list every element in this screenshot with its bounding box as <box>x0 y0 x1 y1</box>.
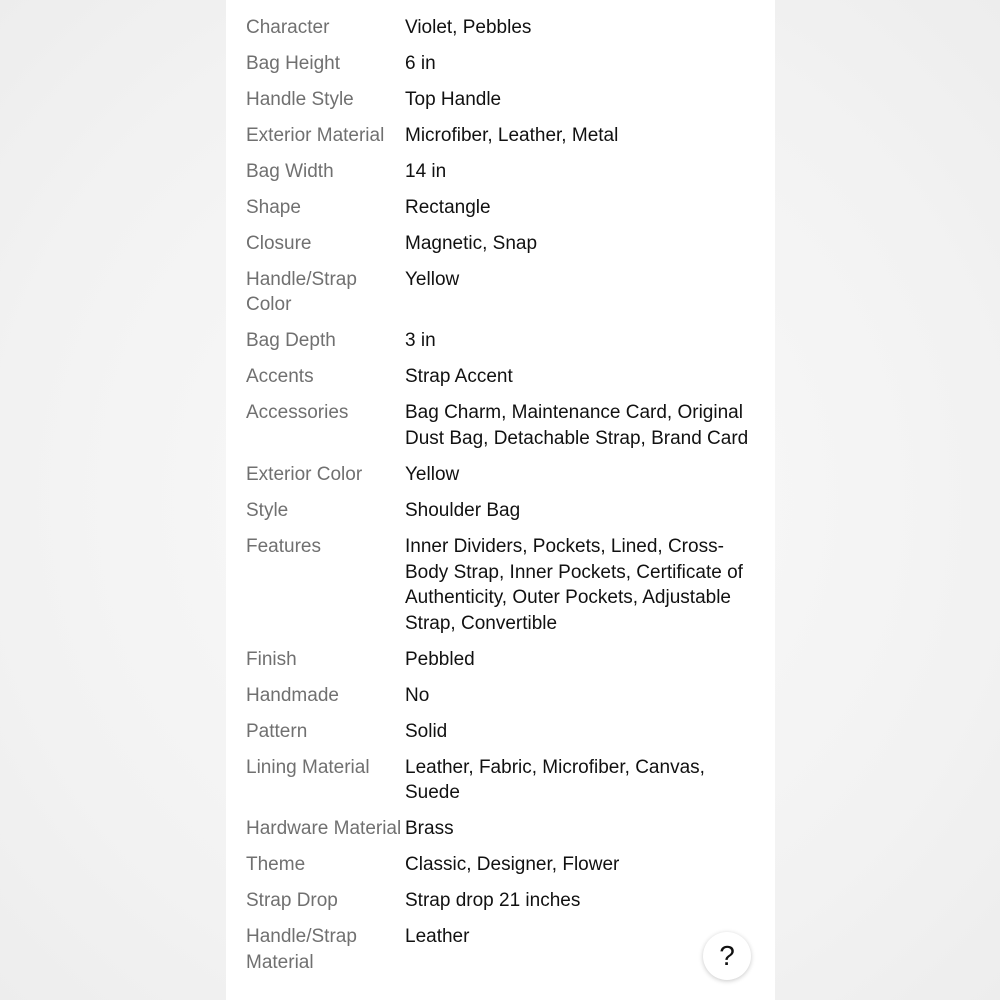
spec-label: Handle/Strap Color <box>246 268 357 316</box>
item-specifics-list <box>246 15 766 986</box>
spec-label: Bag Height <box>246 52 341 74</box>
spec-row <box>246 123 766 159</box>
spec-row <box>246 231 766 267</box>
spec-label: Exterior Material <box>246 124 385 146</box>
spec-value: Pebbled <box>405 648 475 670</box>
spec-value: Classic, Designer, Flower <box>405 854 620 876</box>
spec-value: Solid <box>405 720 448 742</box>
spec-row <box>246 15 766 51</box>
spec-value: 3 in <box>405 330 436 352</box>
spec-label: Handle/Strap Material <box>246 926 357 973</box>
spec-row <box>246 534 766 647</box>
spec-row <box>246 364 766 400</box>
spec-label: Hardware Material <box>246 818 402 840</box>
spec-row <box>246 400 766 462</box>
spec-value: Rectangle <box>405 196 491 218</box>
spec-row <box>246 647 766 683</box>
spec-row <box>246 719 766 755</box>
spec-label: Style <box>246 500 289 521</box>
spec-label: Closure <box>246 232 312 254</box>
spec-value: Strap Accent <box>405 366 513 388</box>
spec-label: Shape <box>246 196 301 218</box>
spec-label: Accents <box>246 366 314 388</box>
spec-value: Leather, Fabric, Microfiber, Canvas, Suede <box>405 756 705 804</box>
spec-value: Brass <box>405 818 454 840</box>
spec-row <box>246 924 766 986</box>
spec-label: Handle Style <box>246 88 354 110</box>
spec-value: Shoulder Bag <box>405 500 521 521</box>
spec-label: Bag Depth <box>246 330 336 352</box>
spec-value: Microfiber, Leather, Metal <box>405 124 619 146</box>
spec-value: Inner Dividers, Pockets, Lined, Cross-Body Strap, Inner Pockets, Certificate of Authenticity, Outer Pockets, Adjustable Strap, Convertible <box>405 535 743 634</box>
spec-value: Yellow <box>405 268 460 290</box>
spec-value: Leather <box>405 926 470 948</box>
spec-value: 6 in <box>405 52 436 74</box>
spec-label: Strap Drop <box>246 890 338 912</box>
spec-value: No <box>405 684 430 706</box>
spec-label: Theme <box>246 854 306 876</box>
spec-value: 14 in <box>405 160 447 182</box>
spec-value: Bag Charm, Maintenance Card, Original Dust Bag, Detachable Strap, Brand Card <box>405 402 749 450</box>
help-button[interactable] <box>703 932 751 980</box>
spec-value: Yellow <box>405 464 460 486</box>
spec-row <box>246 195 766 231</box>
spec-label: Finish <box>246 648 297 670</box>
spec-row <box>246 267 766 329</box>
spec-row <box>246 498 766 534</box>
spec-label: Bag Width <box>246 160 334 182</box>
item-specifics-panel <box>226 0 775 1000</box>
spec-row <box>246 852 766 888</box>
spec-row <box>246 51 766 87</box>
spec-row <box>246 888 766 924</box>
question-mark-icon: ? <box>719 940 735 971</box>
spec-label: Accessories <box>246 402 349 424</box>
spec-row <box>246 816 766 852</box>
spec-label: Features <box>246 535 321 557</box>
spec-label: Handmade <box>246 684 339 706</box>
spec-label: Lining Material <box>246 756 370 778</box>
spec-label: Pattern <box>246 720 308 742</box>
spec-row <box>246 87 766 123</box>
spec-value: Top Handle <box>405 88 502 110</box>
spec-value: Magnetic, Snap <box>405 232 538 254</box>
spec-value: Strap drop 21 inches <box>405 890 581 912</box>
spec-value: Violet, Pebbles <box>405 17 532 38</box>
spec-row <box>246 159 766 195</box>
spec-label: Exterior Color <box>246 464 363 486</box>
spec-label: Character <box>246 17 330 38</box>
spec-row <box>246 462 766 498</box>
spec-row <box>246 328 766 364</box>
spec-row <box>246 755 766 817</box>
spec-row <box>246 683 766 719</box>
